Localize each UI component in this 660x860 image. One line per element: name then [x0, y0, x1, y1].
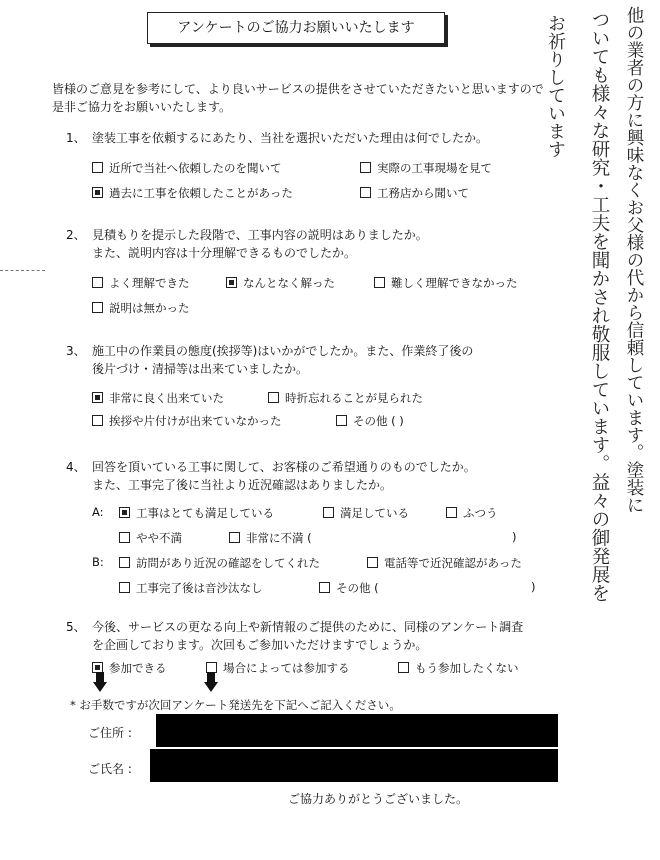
checkbox[interactable] — [229, 532, 240, 543]
q4-a-option-4[interactable]: やや不満 — [119, 530, 182, 546]
q1-question: 塗装工事を依頼するにあたり、当社を選択いただいた理由は何でしたか。 — [92, 131, 489, 145]
q4-question-line-2: また、工事完了後に当社より近況確認はありましたか。 — [92, 478, 393, 492]
checkbox[interactable] — [367, 557, 378, 568]
intro-line-1: 皆様のご意見を参考にして、より良いサービスの提供をさせていただきたいと思いますので — [52, 82, 544, 96]
q4-a-close: ) — [512, 530, 517, 544]
checkbox[interactable] — [92, 415, 103, 426]
thank-you-message: ご協力ありがとうございました。 — [288, 792, 469, 806]
q4-number: 4、 — [66, 460, 86, 474]
checkbox[interactable] — [119, 532, 130, 543]
checkbox[interactable] — [119, 582, 130, 593]
checkbox-checked[interactable] — [226, 277, 237, 288]
q3-option-3[interactable]: 挨拶や片付けが出来ていなかった — [92, 413, 282, 429]
q4-b-option-2[interactable]: 電話等で近況確認があった — [367, 555, 522, 571]
arrow-down-icon — [204, 672, 218, 694]
handwritten-comment-line-3: お祈りしています — [545, 14, 566, 158]
q5-option-2[interactable]: 場合によっては参加する — [206, 660, 350, 676]
q1-number: 1、 — [66, 131, 86, 145]
checkbox[interactable] — [398, 662, 409, 673]
q4-b-close: ) — [531, 580, 536, 594]
redacted-address — [156, 714, 558, 747]
survey-title: アンケートのご協力お願いいたします — [147, 12, 445, 44]
q4-a-option-1[interactable]: 工事はとても満足している — [119, 505, 274, 521]
q2-option-1[interactable]: よく理解できた — [92, 275, 190, 291]
q5-question-line-2: を企画しております。次回もご参加いただけますでしょうか。 — [92, 638, 428, 652]
checkbox-checked[interactable] — [119, 507, 130, 518]
address-note: * お手数ですが次回アンケート発送先を下記へご記入ください。 — [70, 698, 401, 712]
q5-option-3[interactable]: もう参加したくない — [398, 660, 519, 676]
redacted-name — [150, 749, 558, 782]
q4-a-option-5[interactable]: 非常に不満 ( — [229, 530, 312, 546]
q3-option-2[interactable]: 時折忘れることが見られた — [268, 390, 423, 406]
divider — [0, 270, 45, 271]
q2-question-line-2: また、説明内容は十分理解できるものでしたか。 — [92, 246, 357, 260]
checkbox[interactable] — [336, 415, 347, 426]
checkbox-checked[interactable] — [92, 392, 103, 403]
name-label: ご氏名 : — [88, 762, 132, 776]
checkbox[interactable] — [268, 392, 279, 403]
checkbox[interactable] — [360, 187, 371, 198]
q2-option-2[interactable]: なんとなく解った — [226, 275, 335, 291]
q5-question-line-1: 今後、サービスの更なる向上や新情報のご提供のために、同様のアンケート調査 — [92, 620, 524, 634]
q2-question-line-1: 見積もりを提示した段階で、工事内容の説明はありましたか。 — [92, 228, 428, 242]
q4-question-line-1: 回答を頂いている工事に関して、お客様のご希望通りのものでしたか。 — [92, 460, 476, 474]
q4-a-option-3[interactable]: ふつう — [446, 505, 498, 521]
q4-b-label: B: — [92, 555, 104, 569]
checkbox-checked[interactable] — [92, 187, 103, 198]
checkbox[interactable] — [92, 302, 103, 313]
q3-number: 3、 — [66, 344, 86, 358]
checkbox[interactable] — [92, 162, 103, 173]
arrow-down-icon — [93, 672, 107, 694]
address-label: ご住所 : — [88, 726, 132, 740]
checkbox[interactable] — [374, 277, 385, 288]
q5-option-1[interactable]: 参加できる — [92, 660, 167, 676]
checkbox[interactable] — [323, 507, 334, 518]
checkbox[interactable] — [319, 582, 330, 593]
checkbox[interactable] — [119, 557, 130, 568]
q1-option-1[interactable]: 近所で当社へ依頼したのを聞いて — [92, 160, 282, 176]
q4-a-option-2[interactable]: 満足している — [323, 505, 409, 521]
q2-option-4[interactable]: 説明は無かった — [92, 300, 190, 316]
q4-b-option-3[interactable]: 工事完了後は音沙汰なし — [119, 580, 263, 596]
q2-number: 2、 — [66, 228, 86, 242]
q5-number: 5、 — [66, 620, 86, 634]
q4-a-label: A: — [92, 505, 104, 519]
checkbox[interactable] — [92, 277, 103, 288]
q1-option-3[interactable]: 過去に工事を依頼したことがあった — [92, 185, 293, 201]
q1-option-2[interactable]: 実際の工事現場を見て — [360, 160, 492, 176]
q3-option-4[interactable]: その他 ( ) — [336, 413, 404, 429]
checkbox[interactable] — [446, 507, 457, 518]
q4-b-option-4[interactable]: その他 ( — [319, 580, 379, 596]
q3-question-line-1: 施工中の作業員の態度(挨拶等)はいかがでしたか。また、作業終了後の — [92, 344, 474, 358]
q2-option-3[interactable]: 難しく理解できなかった — [374, 275, 518, 291]
handwritten-comment-line-2: ついても様々な研究・工夫を聞かされ敬服しています。益々の御発展を — [589, 10, 610, 602]
intro-line-2: 是非ご協力をお願いいたします。 — [52, 100, 232, 114]
q3-question-line-2: 後片づけ・清掃等は出来ていましたか。 — [92, 362, 309, 376]
q1-option-4[interactable]: 工務店から聞いて — [360, 185, 469, 201]
q4-b-option-1[interactable]: 訪問があり近況の確認をしてくれた — [119, 555, 320, 571]
checkbox[interactable] — [360, 162, 371, 173]
q3-option-1[interactable]: 非常に良く出来ていた — [92, 390, 224, 406]
handwritten-comment-line-1: 他の業者の方に興味なくお父様の代から信頼しています。塗装に — [624, 6, 644, 514]
